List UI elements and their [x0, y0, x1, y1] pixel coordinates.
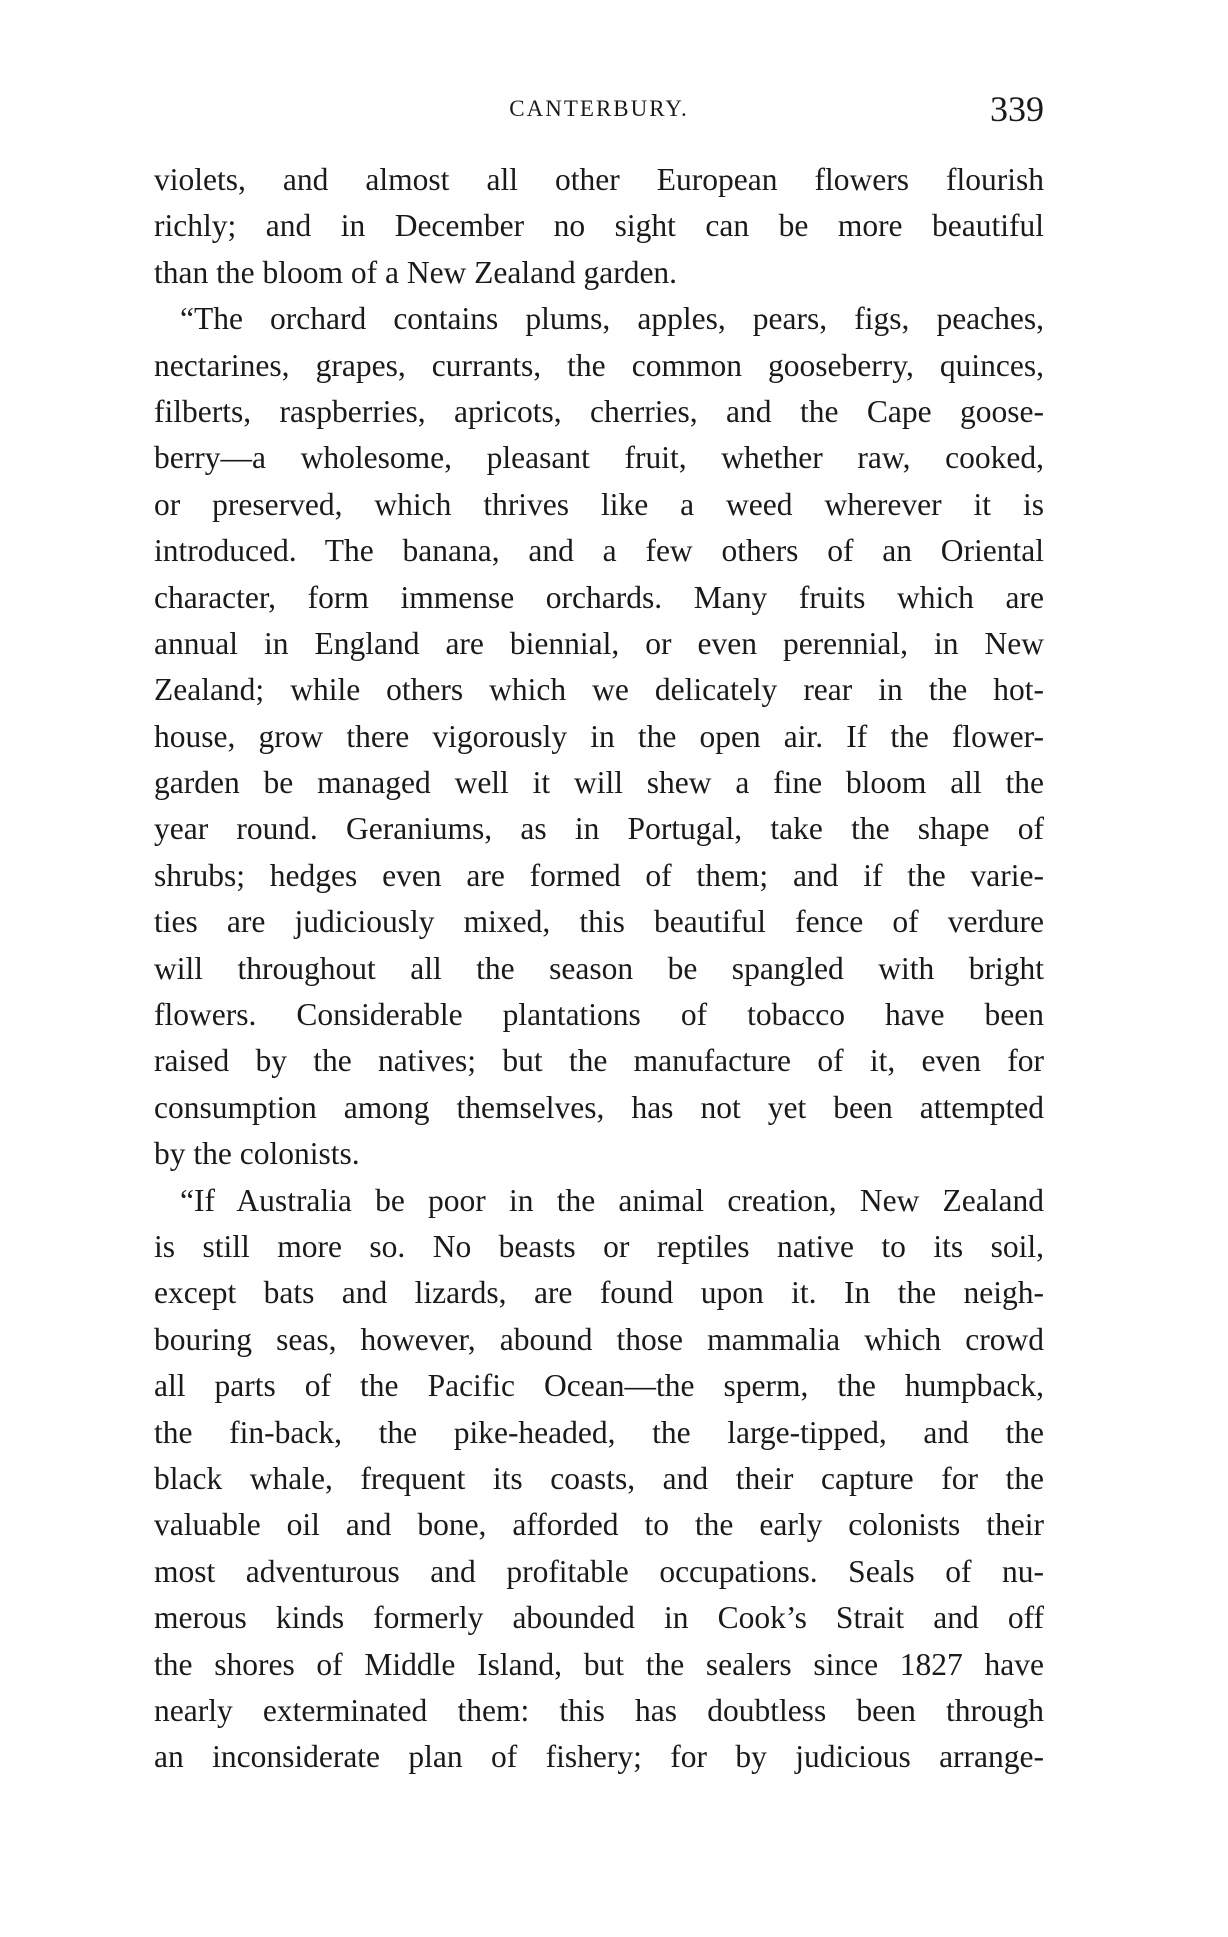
text-line: except bats and lizards, are found upon it. In the neigh-	[154, 1275, 1044, 1311]
text-line: is still more so. No beasts or reptiles native to its soil,	[154, 1228, 1044, 1264]
running-title: CANTERBURY.	[509, 96, 689, 121]
text-line: shrubs; hedges even are formed of them; and if the varie-	[154, 857, 1044, 893]
text-line: consumption among themselves, has not yet been attempted	[154, 1089, 1044, 1125]
text-line: most adventurous and profitable occupations. Seals of nu-	[154, 1553, 1044, 1589]
text-line: ties are judiciously mixed, this beautiful fence of verdure	[154, 904, 1044, 940]
page-number: 339	[990, 89, 1044, 129]
text-line: by the colonists.	[154, 1136, 360, 1172]
text-line: annual in England are biennial, or even perennial, in New	[154, 625, 1044, 661]
text-line: black whale, frequent its coasts, and their capture for the	[154, 1460, 1044, 1496]
text-line: will throughout all the season be spangled with bright	[154, 950, 1044, 986]
text-line: merous kinds formerly abounded in Cook’s Strait and off	[154, 1600, 1044, 1636]
text-line: character, form immense orchards. Many fruits which are	[154, 579, 1044, 615]
text-line: “The orchard contains plums, apples, pears, figs, peaches,	[180, 301, 1044, 337]
text-line: raised by the natives; but the manufacture of it, even for	[154, 1043, 1044, 1079]
text-line: flowers. Considerable plantations of tobacco have been	[154, 997, 1044, 1033]
text-line: garden be managed well it will shew a fine bloom all the	[154, 765, 1044, 801]
text-line: violets, and almost all other European flowers flourish	[154, 162, 1044, 197]
text-line: berry—a wholesome, pleasant fruit, whether raw, cooked,	[154, 440, 1044, 476]
body-text	[154, 157, 1044, 1781]
text-line: filberts, raspberries, apricots, cherries, and the Cape goose-	[154, 393, 1044, 429]
text-line: the fin-back, the pike-headed, the large-tipped, and the	[154, 1414, 1044, 1450]
text-line: the shores of Middle Island, but the sealers since 1827 have	[154, 1646, 1044, 1682]
text-line: “If Australia be poor in the animal creation, New Zealand	[180, 1182, 1044, 1218]
text-line: year round. Geraniums, as in Portugal, take the shape of	[154, 811, 1044, 847]
text-line: bouring seas, however, abound those mammalia which crowd	[154, 1321, 1044, 1357]
text-line: valuable oil and bone, afforded to the early colonists their	[154, 1507, 1044, 1543]
running-head	[154, 89, 1044, 142]
text-line: than the bloom of a New Zealand garden.	[154, 254, 678, 290]
text-line: richly; and in December no sight can be more beautiful	[154, 208, 1044, 244]
text-line: nectarines, grapes, currants, the common gooseberry, quinces,	[154, 347, 1044, 383]
text-line: introduced. The banana, and a few others of an Oriental	[154, 533, 1044, 569]
text-line: Zealand; while others which we delicately rear in the hot-	[154, 672, 1044, 708]
text-line: an inconsiderate plan of fishery; for by judicious arrange-	[154, 1739, 1044, 1775]
text-line: house, grow there vigorously in the open air. If the flower-	[154, 718, 1044, 754]
text-line: or preserved, which thrives like a weed wherever it is	[154, 486, 1044, 522]
text-line: all parts of the Pacific Ocean—the sperm, the humpback,	[154, 1368, 1044, 1404]
text-line: nearly exterminated them: this has doubtless been through	[154, 1692, 1044, 1728]
